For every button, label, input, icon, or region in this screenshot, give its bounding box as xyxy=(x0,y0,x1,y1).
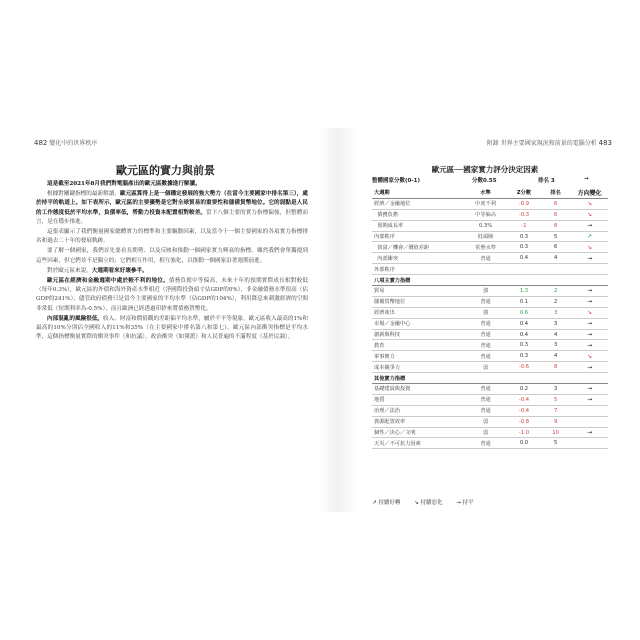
table-row xyxy=(372,242,608,253)
z-score-cell: 0.3 xyxy=(508,340,540,351)
table-row xyxy=(372,394,608,405)
trend-flat-icon: → xyxy=(571,427,608,438)
table-row xyxy=(372,209,608,220)
table-row xyxy=(372,220,608,231)
z-score-cell: -0.8 xyxy=(508,416,540,427)
trend-flat-icon: → xyxy=(571,340,608,351)
trend-flat-icon: → xyxy=(571,253,608,264)
rank-cell xyxy=(540,373,571,384)
trend-down-icon: ↘ xyxy=(571,307,608,318)
trend-flat-icon: → xyxy=(571,296,608,307)
left-page-number: 482 xyxy=(34,139,48,147)
bold-text: 歐元區在經濟和金融週期中處於較不利的地位。 xyxy=(47,278,169,285)
rank-cell: 8 xyxy=(540,362,571,373)
rank-cell: 5 xyxy=(540,231,571,242)
table-row xyxy=(372,384,608,395)
factor-name: 經濟產出 xyxy=(372,307,463,318)
bold-text: 這是截至2021年8月我們對電腦產出的歐元區數據進行解讀。 xyxy=(47,181,201,187)
level-cell: 普通 xyxy=(463,394,508,405)
trend-cell xyxy=(571,416,608,427)
plain-text: 這張表顯示了我們衡量國家總體實力的標準和主要驅動因素，以及當今十一個主要國家的各項實力指標排名和過去二十年的發展軌跡。 xyxy=(36,229,308,245)
level-cell: 弱 xyxy=(463,416,508,427)
z-score-cell: -1.0 xyxy=(508,427,540,438)
table-row xyxy=(372,351,608,362)
trend-cell: 方向變化 xyxy=(571,188,608,198)
overall-trend-arrow: → xyxy=(584,176,589,182)
trend-cell xyxy=(571,264,608,275)
factor-name: 貿易 xyxy=(372,286,463,297)
body-text xyxy=(36,180,308,343)
z-score-cell: 0.2 xyxy=(508,384,540,395)
rank-cell: 5 xyxy=(540,438,571,449)
factor-name: 基礎建設與投資 xyxy=(372,384,463,395)
rank-cell: 4 xyxy=(540,329,571,340)
z-score-cell: 0.3 xyxy=(508,231,540,242)
level-cell: 水準 xyxy=(463,188,508,198)
factor-name: 資源配置效率 xyxy=(372,416,463,427)
rank-cell: 6 xyxy=(540,198,571,209)
rank-cell: 排名 xyxy=(540,188,571,198)
table-row xyxy=(372,198,608,209)
level-cell: 低風險 xyxy=(463,231,508,242)
rank-cell: 6 xyxy=(540,242,571,253)
level-cell: 普通 xyxy=(463,384,508,395)
factor-name: 教育 xyxy=(372,340,463,351)
overall-label: 整體國家分數(0-1) xyxy=(372,178,420,184)
level-cell: 弱 xyxy=(463,427,508,438)
rank-cell: 3 xyxy=(540,307,571,318)
rank-cell: 2 xyxy=(540,286,571,297)
level-cell: 普通 xyxy=(463,405,508,416)
overall-rank: 排名 3 xyxy=(538,178,555,184)
level-cell: 普通 xyxy=(463,253,508,264)
level-cell: 普通 xyxy=(463,340,508,351)
trend-flat-icon: → xyxy=(571,362,608,373)
trend-flat-icon: → xyxy=(571,329,608,340)
table-row xyxy=(372,416,608,427)
factor-name: 八項主實力指標 xyxy=(372,275,463,286)
factor-name: 大週期 xyxy=(372,188,463,198)
level-cell: 普通 xyxy=(463,351,508,362)
table-row xyxy=(372,427,608,438)
book-spine xyxy=(320,128,356,512)
level-cell: 中度不利 xyxy=(463,198,508,209)
rank-cell: 5 xyxy=(540,394,571,405)
level-cell: 普通 xyxy=(463,296,508,307)
body-paragraph xyxy=(36,267,308,276)
level-cell: 普通 xyxy=(463,329,508,340)
bold-text: 內部混亂的風險很低， xyxy=(47,315,104,322)
rank-cell: 9 xyxy=(540,416,571,427)
factor-name: 個性／決心／文明 xyxy=(372,427,463,438)
right-page-number: 483 xyxy=(598,139,612,147)
trend-legend xyxy=(372,498,486,506)
left-running-head: 變化中的世界秩序 xyxy=(49,140,98,147)
z-score-cell: -0.4 xyxy=(508,405,540,416)
z-score-cell: 1.3 xyxy=(508,286,540,297)
z-score-cell: Z分數 xyxy=(508,188,540,198)
table-row xyxy=(372,329,608,340)
factor-name: 預期成長率 xyxy=(372,220,463,231)
level-cell: 0.3% xyxy=(463,220,508,231)
rank-cell: 10 xyxy=(540,427,571,438)
body-paragraph xyxy=(36,180,308,189)
table-row xyxy=(372,296,608,307)
trend-cell xyxy=(571,405,608,416)
factor-name: 軍事實力 xyxy=(372,351,463,362)
table-row xyxy=(372,318,608,329)
rank-cell: 8 xyxy=(540,220,571,231)
factor-name: 經濟／金融地位 xyxy=(372,198,463,209)
level-cell xyxy=(463,264,508,275)
left-page xyxy=(28,128,320,512)
rank-cell: 4 xyxy=(540,351,571,362)
level-cell: 弱 xyxy=(463,362,508,373)
plain-text: 債務負擔中等偏高，未來十年的預期實際成長相對較低（每年0.3%），歐元區的外債和海外資產水準相近（淨國際投資頭寸佔GDP的0%），非金融債務水準很高（佔GDP的241%），儘管政府債務只是當今主要國家的平均水準（佔GDP的104%），利用降息來刺激經濟的空間非常低（短期利率為-0.5%），而且歐洲已經透過印鈔來將債務貨幣化。 xyxy=(36,278,308,312)
z-score-cell xyxy=(508,264,540,275)
bold-text: 大週期看來好壞參半。 xyxy=(91,267,148,274)
factor-name: 治理／法治 xyxy=(372,405,463,416)
z-score-cell: -1 xyxy=(508,220,540,231)
trend-flat-icon: → xyxy=(571,318,608,329)
rank-cell: 3 xyxy=(540,318,571,329)
table-section-row xyxy=(372,275,608,286)
trend-down-icon: ↘ xyxy=(571,198,608,209)
table-row xyxy=(372,362,608,373)
table-section-row xyxy=(372,188,608,198)
trend-down-icon: ↘ xyxy=(571,209,608,220)
rank-cell: 4 xyxy=(540,253,571,264)
z-score-cell xyxy=(508,373,540,384)
plain-text: 當下八個主要的實力指標偏強，但整體而言，是在穩步推進。 xyxy=(36,209,308,225)
z-score-cell: 0.4 xyxy=(508,329,540,340)
trend-flat-icon: → xyxy=(571,220,608,231)
overall-score: 分數0.55 xyxy=(472,178,497,184)
rank-cell: 3 xyxy=(540,384,571,395)
right-page-header xyxy=(487,138,612,147)
trend-cell xyxy=(571,438,608,449)
z-score-cell: 0.4 xyxy=(508,253,540,264)
z-score-cell: 0.6 xyxy=(508,307,540,318)
table-row xyxy=(372,264,608,275)
bold-text: 歐元區算得上是一個穩定發展的強大勢力（在當今主要國家中排名第三），處於持平的軌道上。如下表所示，歐元區的主要優勢是它對全球貿易的重要性和儲備貨幣地位。它的弱點是人民的工作態度低於平均水準，負債率低，勞動力投資本配置相對較差。 xyxy=(36,191,308,216)
z-score-cell xyxy=(508,275,540,286)
right-running-head: 世界主要國家現況和前景的電腦分析 xyxy=(500,140,597,147)
plain-text: 根據對關鍵指標的最新解讀， xyxy=(47,191,120,198)
level-cell: 普通 xyxy=(463,318,508,329)
z-score-cell: -0.6 xyxy=(508,362,540,373)
z-score-cell: 0.3 xyxy=(508,242,540,253)
z-score-cell: 0.4 xyxy=(508,318,540,329)
factor-name: 成本競爭力 xyxy=(372,362,463,373)
left-page-header xyxy=(34,138,97,147)
table-row xyxy=(372,340,608,351)
factor-name: 其他實力指標 xyxy=(372,373,463,384)
body-paragraph xyxy=(36,277,308,314)
factor-name: 地質 xyxy=(372,394,463,405)
table-section-row xyxy=(372,373,608,384)
z-score-cell: 0.1 xyxy=(508,296,540,307)
level-cell: 普通 xyxy=(463,438,508,449)
table-row xyxy=(372,405,608,416)
table-row xyxy=(372,253,608,264)
table-title: 歐元區──國家實力評分決定因素 xyxy=(431,165,539,174)
rank-cell: 3 xyxy=(540,340,571,351)
book-spread xyxy=(28,128,618,512)
legend-flat: → 持平 xyxy=(456,500,474,506)
body-paragraph xyxy=(36,247,308,265)
table-row xyxy=(372,307,608,318)
factor-name: 儲備貨幣地位 xyxy=(372,296,463,307)
section-title: 歐元區的實力與前景 xyxy=(116,164,215,177)
plain-text: 對於歐元區來說， xyxy=(47,267,92,274)
factor-table xyxy=(372,188,608,449)
factor-name: 創新與科技 xyxy=(372,329,463,340)
appendix-label: 附錄 xyxy=(486,140,499,147)
trend-down-icon: ↘ xyxy=(571,242,608,253)
trend-cell xyxy=(571,373,608,384)
factor-name: 內部衝突 xyxy=(372,253,463,264)
z-score-cell: -0.4 xyxy=(508,394,540,405)
table-row xyxy=(372,286,608,297)
rank-cell: 2 xyxy=(540,296,571,307)
table-row xyxy=(372,231,608,242)
body-paragraph xyxy=(36,228,308,246)
trend-cell xyxy=(571,275,608,286)
legend-worsening: ↘ 持續惡化 xyxy=(414,500,443,506)
trend-flat-icon: → xyxy=(571,286,608,297)
trend-up-icon: ↗ xyxy=(571,231,608,242)
z-score-cell: -0.9 xyxy=(508,198,540,209)
z-score-cell: 0.3 xyxy=(508,351,540,362)
level-cell xyxy=(463,373,508,384)
level-cell: 強 xyxy=(463,286,508,297)
body-paragraph xyxy=(36,190,308,227)
legend-improving: ↗ 持續好轉 xyxy=(372,500,401,506)
factor-name: 債務負擔 xyxy=(372,209,463,220)
factor-name: 貧富／機會／價值差距 xyxy=(372,242,463,253)
rank-cell: 6 xyxy=(540,209,571,220)
z-score-cell: 0.0 xyxy=(508,438,540,449)
level-cell: 常態水準 xyxy=(463,242,508,253)
plain-text: 收入、財富和價值觀的差距偏平均水準，屬於不平等現象，歐元區收入最高的1%和最高的10%分別佔全國收入的11%和35%（在主要國家中排名第八和第七）。歐元區內部衝突指標是平均水準，這個指標衡量實際的衝突事件（和抗議），政治衝突（如黨派）和人民普遍的不滿程度（基於民調）。 xyxy=(36,315,308,341)
factor-name: 天災／不可抗力因素 xyxy=(372,438,463,449)
trend-down-icon: ↘ xyxy=(571,351,608,362)
z-score-cell: -0.3 xyxy=(508,209,540,220)
body-paragraph xyxy=(36,315,308,343)
trend-flat-icon: → xyxy=(571,384,608,395)
rank-cell: 7 xyxy=(540,405,571,416)
factor-name: 內部秩序 xyxy=(372,231,463,242)
rank-cell xyxy=(540,264,571,275)
level-cell: 中等偏高 xyxy=(463,209,508,220)
level-cell: 強 xyxy=(463,307,508,318)
factor-name: 外部秩序 xyxy=(372,264,463,275)
right-page xyxy=(352,128,618,512)
plain-text: 要了解一個國家，我們首先要看長期勢、以及反映和推動一個國家實力興衰的指標。雖然我們會單獨提到這些因素，但它們並不是獨立的；它們相互作用，相互強化，以推動一個國家沿著週期前進。 xyxy=(36,248,308,264)
rank-cell xyxy=(540,275,571,286)
trend-flat-icon: → xyxy=(571,394,608,405)
factor-name: 市場／金融中心 xyxy=(372,318,463,329)
table-row xyxy=(372,438,608,449)
level-cell xyxy=(463,275,508,286)
